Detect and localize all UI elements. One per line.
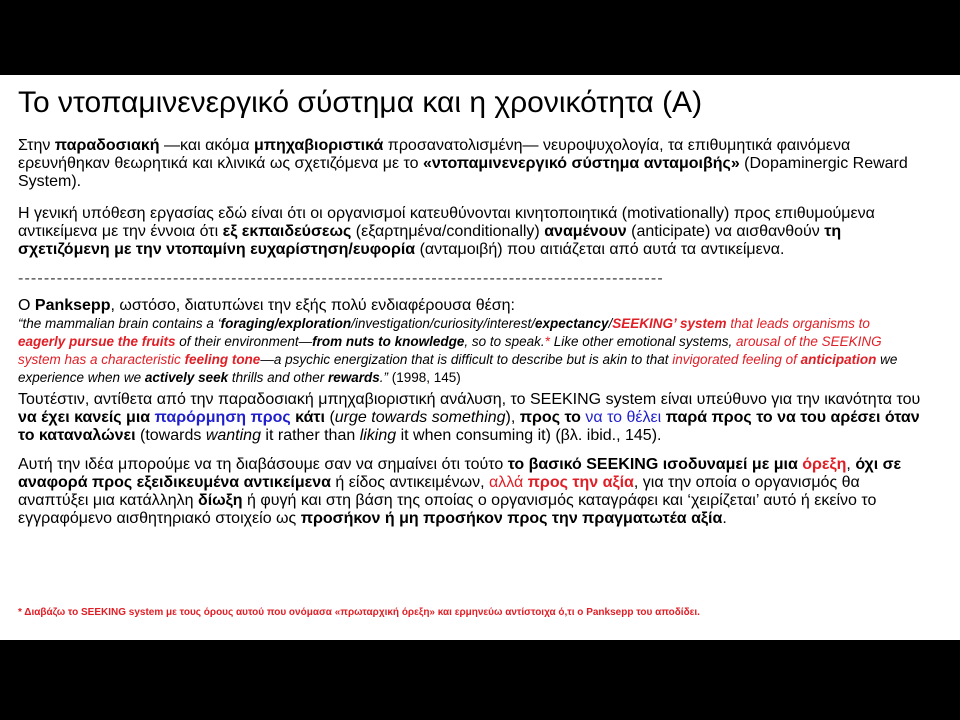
quote-text: thrills and other [228,370,328,385]
bold-term: κάτι [290,409,325,426]
slide [0,75,960,640]
bold-term: Panksepp [34,297,111,314]
plain-text: Αυτή την ιδέα μπορούμε να τη διαβάσουμε σαν να σημαίνει ότι τούτο [18,456,508,473]
red-bold-term: όρεξη [802,456,847,473]
bold-term: παρά προς το να του αρέσει όταν το καταναλώνει [18,409,920,444]
interpretation-paragraph [18,456,932,528]
bold-term: expectancy [534,316,609,331]
quote-text: .” [379,370,388,385]
dashed-divider: ---------------------------------------------------------------------------------------------------- [18,270,664,287]
quote-text: —a psychic energization that is difficult to describe but is akin to that [260,352,673,367]
bold-term: τη σχετιζόμενη με την ντοπαμίνη ευχαρίστηση/ευφορία [18,223,842,258]
intro-paragraph [18,137,932,191]
red-bold-term: anticipation [800,352,877,367]
plain-text: (ανταμοιβή) που αιτιάζεται από αυτά τα αντικείμενα. [415,241,785,258]
bold-term: παραδοσιακή [54,137,160,154]
plain-text: (Dopaminergic Reward System). [18,155,908,190]
red-bold-term: eagerly pursue the fruits [18,334,176,349]
plain-text: , ωστόσο, διατυπώνει την εξής πολύ ενδιαφέρουσα θέση: [110,297,515,314]
plain-text: Η γενική υπόθεση εργασίας εδώ είναι ότι οι οργανισμοί κατευθύνονται κινητοποιητικά (motivationally) προς επιθυμούμενα αντικείμενα με την έννοια ότι [18,205,875,240]
footnote-marker: * [544,334,550,349]
bold-term: προς το [519,409,586,426]
hypothesis-paragraph [18,205,932,259]
bold-term: όχι σε αναφορά προς εξειδικευμένα αντικείμενα [18,456,902,491]
quote-text: , so to speak. [464,334,545,349]
plain-text: ή φυγή και στη βάση της οποίας ο οργανισμός καταγράφει και ‘χειρίζεται’ αυτό ή εκείνο το εγγραφόμενο αισθητηριακό στοιχείο ως [18,492,877,527]
blue-bold-term: παρόρμηση προς [154,409,291,426]
red-bold-term: προς την αξία [523,474,634,491]
italic-term: liking [359,427,397,444]
slide-title: Το ντοπαμινενεργικό σύστημα και η χρονικότητα (Α) [18,86,703,119]
quote-text: of their environment— [175,334,313,349]
citation: (1998, 145) [388,370,461,385]
red-text: αλλά [488,474,524,491]
quote-text: “the mammalian brain contains a ‘ [18,316,221,331]
italic-term: wanting [205,427,261,444]
plain-text: Στην [18,137,55,154]
plain-text: (anticipate) να αισθανθούν [626,223,825,240]
plain-text: προσανατολισμένη— νευροψυχολογία, τα επιθυμητικά φαινόμενα ερευνήθηκαν θεωρητικά και κλινικά ως σχετιζόμενα με το [18,137,851,172]
bold-term: προσήκον ή μη προσήκον προς την πραγματωτέα αξία [300,510,723,527]
red-text: invigorated feeling of [672,352,801,367]
bold-term: rewards [327,370,380,385]
red-text: arousal of the SEEKING system has a characteristic [18,334,882,367]
plain-text: it when consuming it) (βλ. ibid., 145). [396,427,662,444]
quote-text: / [608,316,613,331]
bold-term: «ντοπαμινενεργικό σύστημα ανταμοιβής» [422,155,740,172]
slide-body [18,137,932,528]
plain-text: (towards [135,427,206,444]
plain-text: it rather than [260,427,360,444]
seeking-explanation-paragraph [18,391,932,445]
bold-term: να έχει κανείς μια [18,409,155,426]
bold-term: εξ εκπαιδεύσεως [222,223,352,240]
footnote: * Διαβάζω το SEEKING system με τους όρους αυτού που ονόμασα «πρωταρχική όρεξη» και ερμηνεύω αντίστοιχα ό,τι ο Panksepp του αποδίδει. [18,607,700,618]
plain-text: ), [505,409,520,426]
red-bold-term: feeling tone [184,352,261,367]
quote-text: /investigation/curiosity/interest/ [351,316,535,331]
italic-term: urge towards something [334,409,506,426]
bold-term: αναμένουν [544,223,627,240]
plain-text: Τουτέστιν, αντίθετα από την παραδοσιακή μπηχαβιοριστική ανάλυση, το SEEKING system είναι υπεύθυνο για την ικανότητα του [18,391,921,408]
panksepp-intro-paragraph [18,297,932,315]
plain-text: (εξαρτημένα/conditionally) [351,223,545,240]
plain-text: . [722,510,727,527]
bold-term: from nuts to knowledge [312,334,465,349]
quote-text: we experience when we [18,352,898,385]
blue-term: να το θέλει [585,409,662,426]
bold-term: foraging/exploration [220,316,352,331]
bold-term: το βασικό SEEKING ισοδυναμεί με μια [507,456,803,473]
plain-text: ( [325,409,335,426]
bold-term: δίωξη [198,492,243,509]
plain-text: ή είδος αντικειμένων, [330,474,489,491]
plain-text: , για την οποία ο οργανισμός θα αναπτύξει μια κατάλληλη [18,474,860,509]
plain-text: , [846,456,856,473]
bold-term: actively seek [144,370,229,385]
panksepp-quote [18,315,898,387]
plain-text: Ο [18,297,35,314]
quote-text: Like other emotional systems, [549,334,737,349]
red-text: that leads organisms to [726,316,870,331]
red-bold-term: SEEKING’ system [612,316,727,331]
bold-term: μπηχαβιοριστικά [253,137,384,154]
plain-text: —και ακόμα [159,137,254,154]
